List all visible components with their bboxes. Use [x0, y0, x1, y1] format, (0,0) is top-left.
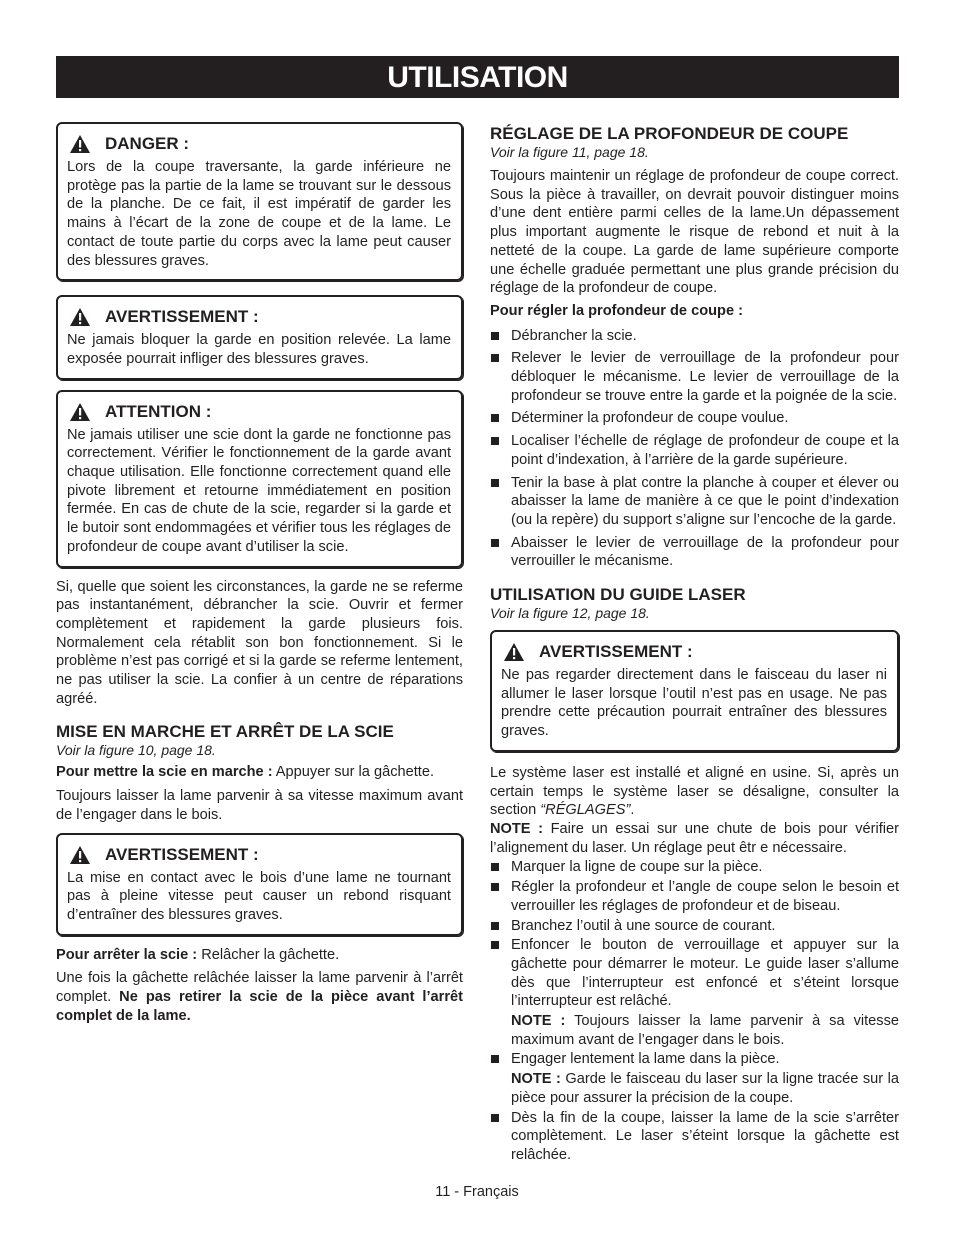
list-item: Branchez l’outil à une source de courant.	[490, 917, 899, 936]
warning-triangle-icon	[69, 307, 91, 327]
warning-text: La mise en contact avec le bois d’une lame ne tournant pas à pleine vitesse peut causer un rebond risquant d’entraîner des blessures graves.	[67, 869, 451, 923]
section-title-switch: MISE EN MARCHE ET ARRÊT DE LA SCIE	[56, 722, 394, 742]
figure-reference: Voir la figure 12, page 18.	[490, 605, 650, 622]
list-item: Tenir la base à plat contre la planche à couper et élever ou abaisser la lame de manière à ce que le point d’indexation (ou la repère) du support s’aligne sur l’encoche de la garde.	[490, 474, 899, 530]
list-item: Régler la profondeur et l’angle de coupe selon le besoin et verrouiller les réglages de profondeur et de biseau.	[490, 878, 899, 915]
switch-off-text: Pour arrêter la scie : Relâcher la gâchette.	[56, 946, 340, 963]
caution-text: Ne jamais utiliser une scie dont la garde ne fonctionne pas correctement. Vérifier le fonctionnement de la garde avant chaque utilisation. Elle fonctionne correctement quand elle pivote librement et retourne immédiatement en position fermée. En cas de chute de la scie, regarder si la garde et le butoir sont endommagées et vérifier tous les réglages de profondeur de coupe avant d’utiliser la scie.	[67, 426, 451, 555]
list-item: Localiser l’échelle de réglage de profondeur de coupe et la point d’indexation, à l’arrière de la garde supérieure.	[490, 432, 899, 469]
warning-label: AVERTISSEMENT :	[105, 307, 259, 327]
warning-box-laser	[490, 630, 899, 752]
warning-triangle-icon	[69, 134, 91, 154]
laser-note: NOTE : Faire un essai sur une chute de bois pour vérifier l’alignement du laser. Un réglage peut êtr e nécessaire.	[490, 820, 899, 856]
warning-text: Ne pas regarder directement dans le faisceau du laser ni allumer le laser lorsque l’outil n’est pas en usage. Ne pas prendre cette précaution pourrait entraîner des blessures graves.	[501, 667, 887, 740]
warning-text: Ne jamais bloquer la garde en position relevée. La lame exposée pourrait infliger des blessures graves.	[67, 332, 451, 367]
release-text: Une fois la gâchette relâchée laisser la lame parvenir à l’arrêt complet. Ne pas retirer la scie de la pièce avant l’arrêt complet de la lame.	[56, 970, 463, 1024]
depth-intro: Toujours maintenir un réglage de profondeur de coupe correct. Sous la pièce à travailler, on devrait pouvoir distinguer moins d’une dent entière parmi celles de la lame.Un dépassement plus important augmente le risque de rebond et nuit à la netteté de la coupe. La garde de lame supérieure comporte une échelle graduée permettant une plus grande précision du réglage de la profondeur de coupe.	[490, 168, 899, 297]
danger-label: DANGER :	[105, 134, 190, 153]
keep-speed-text: Toujours laisser la lame parvenir à sa vitesse maximum avant de l’engager dans le bois.	[56, 788, 463, 823]
warning-label: AVERTISSEMENT :	[539, 642, 693, 662]
list-item: Marquer la ligne de coupe sur la pièce.	[490, 858, 899, 877]
list-item: Débrancher la scie.	[490, 327, 899, 346]
section-title-laser: UTILISATION DU GUIDE LASER	[490, 585, 746, 605]
depth-steps-title: Pour régler la profondeur de coupe :	[490, 302, 743, 319]
section-title-depth: RÉGLAGE DE LA PROFONDEUR DE COUPE	[490, 124, 849, 143]
list-item: Dès la fin de la coupe, laisser la lame de la scie s’arrêter complètement. Le laser s’éteint lorsque la gâchette est relâchée.	[490, 1109, 899, 1165]
warning-box-guard	[56, 295, 463, 379]
warning-triangle-icon	[69, 845, 91, 865]
list-item: Abaisser le levier de verrouillage de la profondeur pour verrouiller le mécanisme.	[490, 534, 899, 571]
list-item: Relever le levier de verrouillage de la profondeur pour débloquer le mécanisme. Le levier de verrouillage de la profondeur se trouve entre la garde et la poignée de la scie.	[490, 349, 899, 405]
page-number: 11 - Français	[435, 1184, 519, 1200]
figure-reference: Voir la figure 10, page 18.	[56, 742, 216, 759]
left-column	[56, 122, 463, 1026]
switch-on-text: Pour mettre la scie en marche : Appuyer sur la gâchette.	[56, 764, 435, 781]
danger-text: Lors de la coupe traversante, la garde inférieure ne protège pas la partie de la lame se trouvant sur le dessous de la planche. De ce fait, il est impératif de garder les mains à l’écart de la zone de coupe et de la lame. Le contact de toute partie du corps avec la lame peut causer des blessures graves.	[67, 159, 451, 269]
list-item: Déterminer la profondeur de coupe voulue.	[490, 409, 899, 428]
caution-box	[56, 390, 463, 568]
depth-steps-list	[490, 327, 899, 571]
warning-box-kickback	[56, 833, 463, 936]
warning-triangle-icon	[503, 642, 525, 662]
guard-paragraph: Si, quelle que soient les circonstances, la garde ne se referme pas instantanément, débrancher la scie. Ouvrir et fermer complètement et rapidement la garde plusieurs fois. Normalement cela rétablit son bon fonctionnement. Si le problème n’est pas corrigé et si la garde se referme lentement, ne pas utiliser la scie. La confier à un centre de réparations agréé.	[56, 578, 463, 707]
warning-label: AVERTISSEMENT :	[105, 844, 259, 864]
laser-intro: Le système laser est installé et aligné en usine. Si, après un certain temps le système laser se désaligne, consulter la section “RÉGLAGES”.	[490, 764, 899, 819]
page-title: UTILISATION	[56, 56, 899, 98]
right-column	[490, 124, 899, 1165]
list-item: Enfoncer le bouton de verrouillage et appuyer sur la gâchette pour démarrer le moteur. Le guide laser s’allume dès que l’interrupteur est enfoncé et s’éteint lorsque l’interrupteur est relâché. NOTE : Toujours laisser la lame parvenir à sa vitesse maximum avant de l’engager dans le bois.	[490, 936, 899, 1049]
danger-box	[56, 122, 463, 281]
figure-reference: Voir la figure 11, page 18.	[490, 144, 649, 160]
list-item: Engager lentement la lame dans la pièce. NOTE : Garde le faisceau du laser sur la ligne tracée sur la pièce pour assurer la précision de la coupe.	[490, 1050, 899, 1107]
laser-steps-list	[490, 858, 899, 1164]
caution-label: ATTENTION :	[105, 401, 212, 421]
warning-triangle-icon	[69, 402, 91, 422]
